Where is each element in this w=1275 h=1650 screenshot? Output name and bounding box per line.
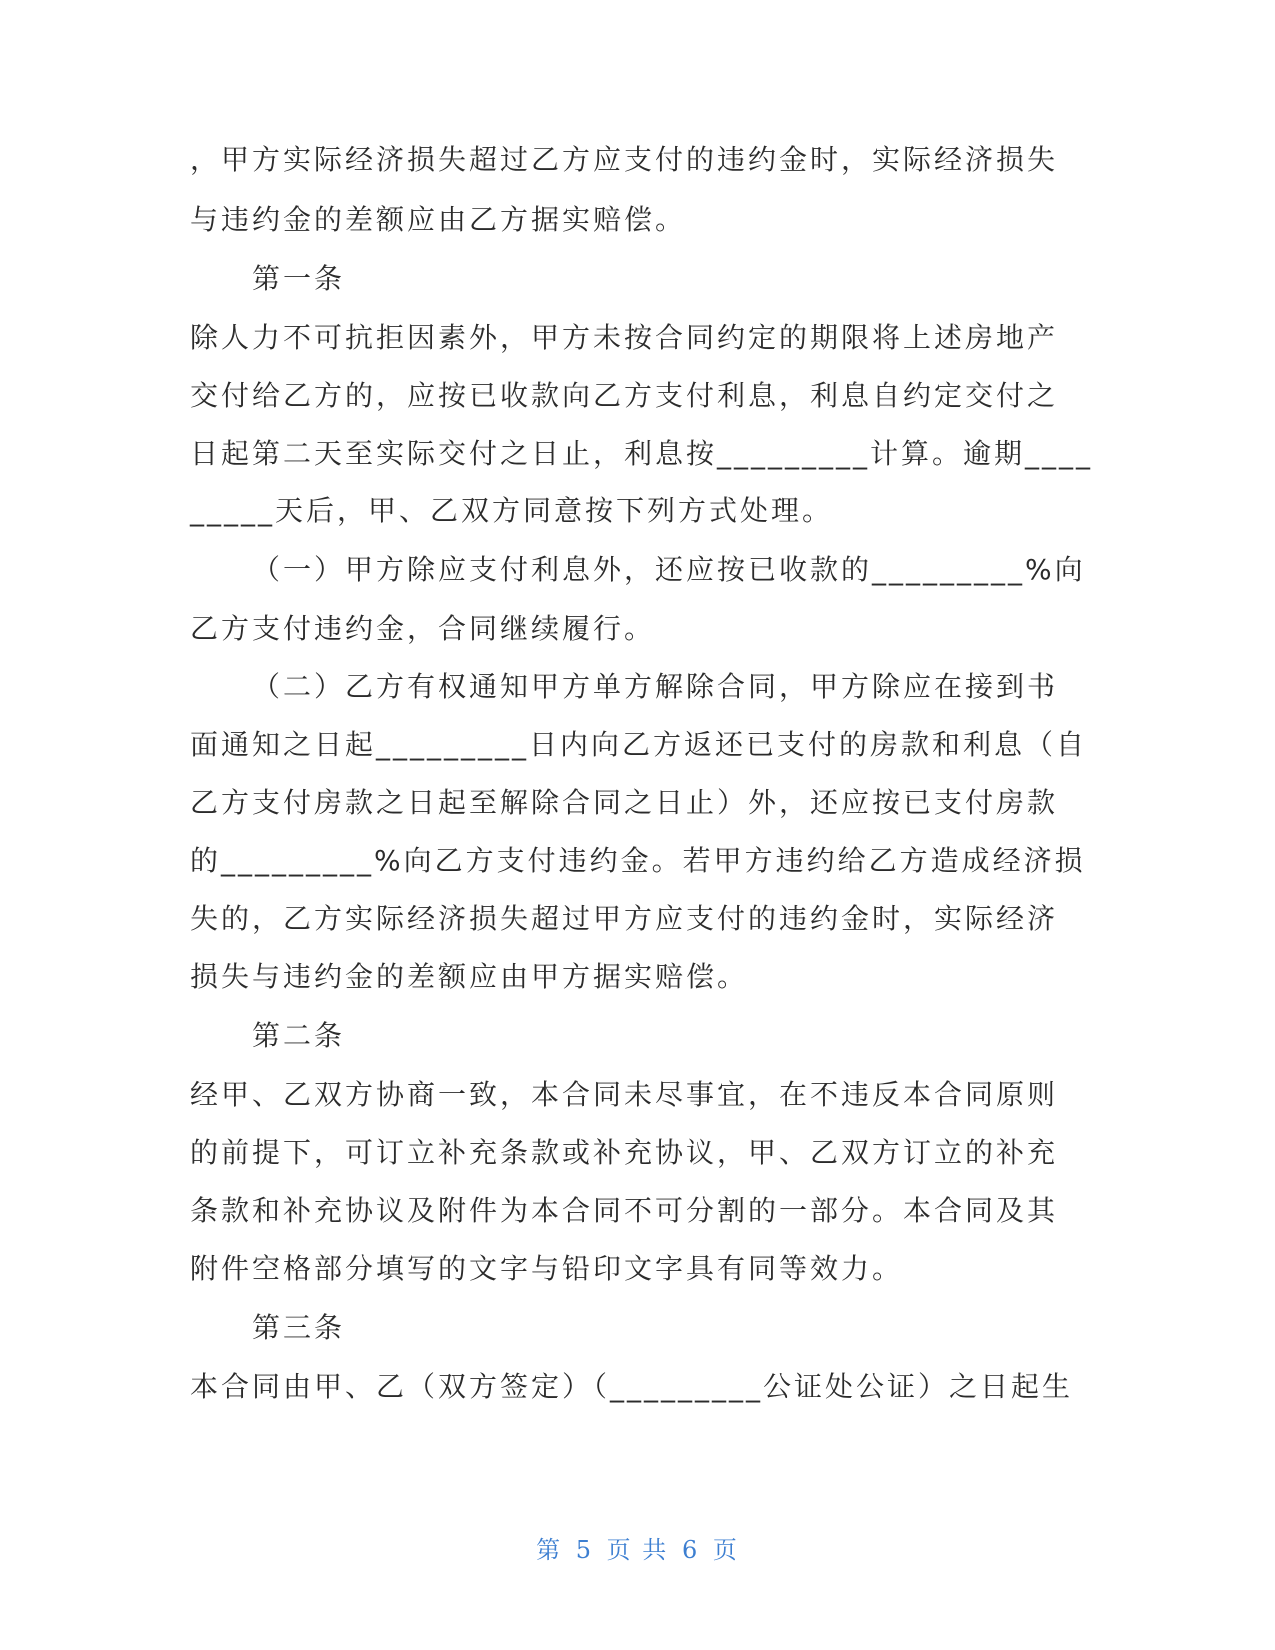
clause-item-2: （二）乙方有权通知甲方单方解除合同，甲方除应在接到书 [252,670,1059,703]
text-line: 附件空格部分填写的文字与铅印文字具有同等效力。 [190,1252,904,1285]
text-line: 的_________%向乙方支付违约金。若甲方违约给乙方造成经济损 [190,844,1086,877]
article-heading-2: 第二条 [252,1019,346,1052]
text-line: 经甲、乙双方协商一致，本合同未尽事宜，在不违反本合同原则 [190,1078,1059,1111]
clause-item-1: （一）甲方除应支付利息外，还应按已收款的_________%向 [252,553,1086,586]
article-heading-1: 第一条 [252,262,346,295]
text-line: 交付给乙方的，应按已收款向乙方支付利息，利息自约定交付之 [190,379,1059,412]
footer-prefix: 第 [536,1536,563,1564]
text-line: 失的，乙方实际经济损失超过甲方应支付的违约金时，实际经济 [190,902,1059,935]
footer-total-pages: 6 [681,1536,700,1564]
footer-suffix: 页 [712,1536,739,1564]
footer-middle: 页 共 [606,1536,669,1564]
text-line: 本合同由甲、乙（双方签定）（_________公证处公证）之日起生 [190,1370,1074,1403]
text-line: ，甲方实际经济损失超过乙方应支付的违约金时，实际经济损失 [190,143,1059,176]
text-line: _____天后，甲、乙双方同意按下列方式处理。 [190,494,834,527]
text-line: 损失与违约金的差额应由甲方据实赔偿。 [190,960,749,993]
page-number-footer [0,1535,1275,1565]
text-line: 乙方支付违约金，合同继续履行。 [190,612,656,645]
text-line: 乙方支付房款之日起至解除合同之日止）外，还应按已支付房款 [190,786,1059,819]
text-line: 日起第二天至实际交付之日止，利息按_________计算。逾期____ [190,437,1094,470]
article-heading-3: 第三条 [252,1311,346,1344]
text-line: 条款和补充协议及附件为本合同不可分割的一部分。本合同及其 [190,1194,1059,1227]
text-line: 面通知之日起_________日内向乙方返还已支付的房款和利息（自 [190,728,1088,761]
text-line: 的前提下，可订立补充条款或补充协议，甲、乙双方订立的补充 [190,1136,1059,1169]
text-line: 除人力不可抗拒因素外，甲方未按合同约定的期限将上述房地产 [190,321,1059,354]
footer-current-page: 5 [575,1536,594,1564]
text-line: 与违约金的差额应由乙方据实赔偿。 [190,203,687,236]
